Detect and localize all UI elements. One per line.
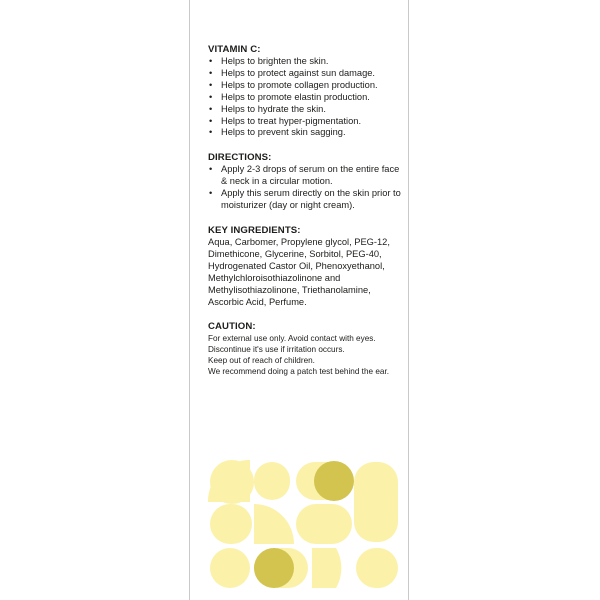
ingredients-heading: KEY INGREDIENTS: — [208, 224, 301, 236]
shape-rect — [354, 462, 398, 542]
list-item: • Helps to protect against sun damage. — [208, 68, 404, 80]
shape-rect — [356, 548, 398, 588]
shape-rect — [210, 548, 250, 588]
directions-heading: DIRECTIONS: — [208, 152, 272, 164]
shape-circle — [210, 460, 254, 504]
shape-rect — [254, 462, 290, 500]
list-item: • Helps to hydrate the skin. — [208, 104, 404, 116]
list-item: • Helps to treat hyper-pigmentation. — [208, 116, 404, 128]
vitamin-c-list — [208, 56, 404, 139]
directions-section — [208, 152, 404, 212]
ingredients-text: Aqua, Carbomer, Propylene glycol, PEG-12, Dimethicone, Glycerine, Sorbitol, PEG-40, Hydrogenated Castor Oil, Phenoxyethanol, Methylchloroisothiazolinone and Methylisothiazolinone, Triethanolamine, Ascorbic Acid, Perfume. — [208, 236, 390, 307]
accent-circle-top — [314, 461, 354, 501]
shape-rect — [296, 504, 352, 544]
caution-section — [208, 321, 404, 377]
caution-heading: CAUTION: — [208, 321, 256, 333]
caution-line: Discontinue it's use if irritation occurs. — [208, 345, 345, 355]
caution-line: We recommend doing a patch test behind the ear. — [208, 367, 389, 377]
shape-half-circle — [254, 504, 294, 544]
list-item: • Helps to brighten the skin. — [208, 56, 404, 68]
vitamin-c-section — [208, 44, 404, 139]
vitamin-c-heading: VITAMIN C: — [208, 44, 261, 55]
list-item: • Apply this serum directly on the skin prior to moisturizer (day or night cream). — [208, 188, 404, 212]
decorative-pattern — [208, 460, 400, 590]
label-content — [208, 44, 404, 390]
shape-rect — [210, 504, 252, 544]
shape-half-circle — [312, 548, 341, 588]
directions-list — [208, 164, 404, 212]
caution-line: For external use only. Avoid contact with eyes. — [208, 334, 376, 344]
ingredients-section — [208, 225, 404, 308]
list-item: • Helps to prevent skin sagging. — [208, 127, 404, 139]
list-item: • Helps to promote elastin production. — [208, 92, 404, 104]
list-item: • Helps to promote collagen production. — [208, 80, 404, 92]
accent-circle-bottom — [254, 548, 294, 588]
pattern-shapes — [208, 460, 398, 588]
caution-line: Keep out of reach of children. — [208, 356, 315, 366]
list-item: • Apply 2-3 drops of serum on the entire face & neck in a circular motion. — [208, 164, 404, 188]
